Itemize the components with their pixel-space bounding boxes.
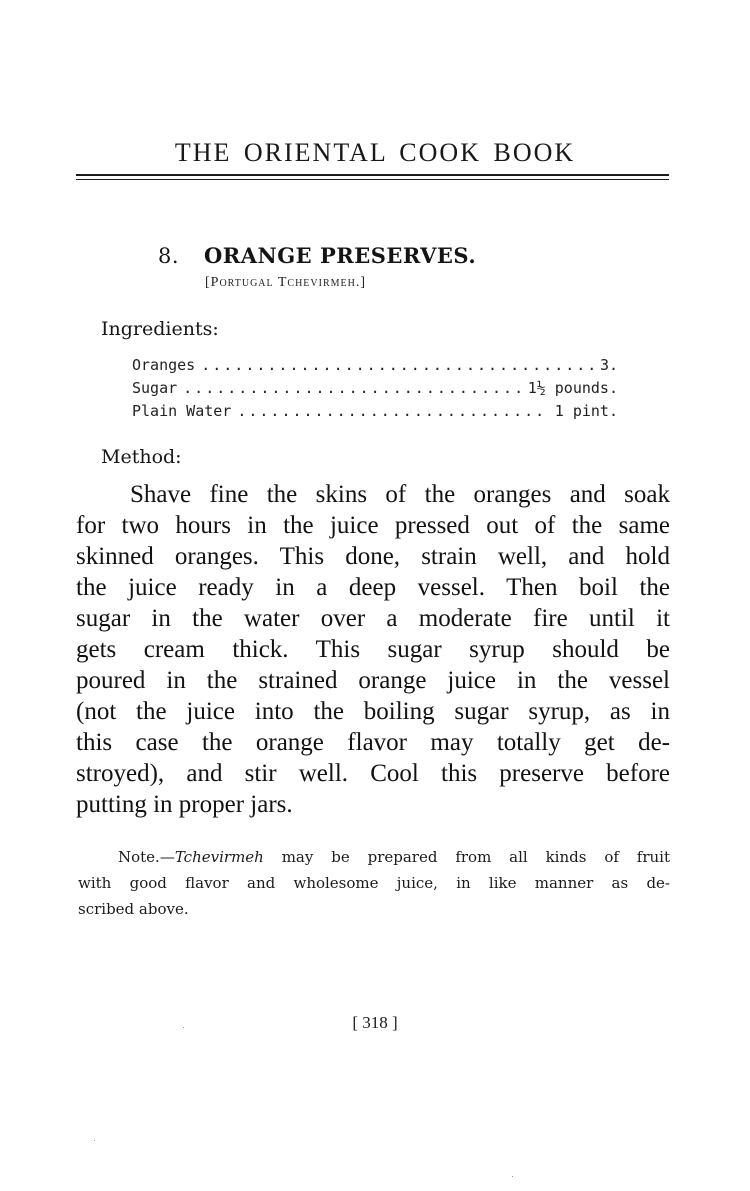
recipe-heading xyxy=(158,243,476,268)
note-line: with good flavor and wholesome juice, in like manner as de- xyxy=(78,874,670,892)
method-line: sugar in the water over a moderate fire until it xyxy=(76,605,670,632)
ingredient-name: Oranges xyxy=(132,356,196,374)
ingredients-label: Ingredients: xyxy=(101,318,219,340)
ingredient-row xyxy=(132,354,618,377)
page-number: [ 318 ] xyxy=(352,1013,398,1032)
note-text: may be prepared from all kinds of fruit xyxy=(263,848,670,866)
recipe-subtitle: [Portugal Tchevirmeh.] xyxy=(205,275,367,290)
method-line: this case the orange flavor may totally get de- xyxy=(76,729,670,756)
method-line: poured in the strained orange juice in the vessel xyxy=(76,667,670,694)
dot-leader xyxy=(183,377,522,400)
method-line: for two hours in the juice pressed out of the same xyxy=(76,512,670,539)
ingredient-name: Sugar xyxy=(132,379,178,397)
method-label: Method: xyxy=(101,446,182,468)
note-line xyxy=(78,844,670,870)
ingredient-quantity: 1 pint. xyxy=(554,402,618,420)
method-line: skinned oranges. This done, strain well, and hold xyxy=(76,543,670,570)
print-speck xyxy=(94,1140,95,1141)
recipe-number: 8. xyxy=(158,244,180,268)
method-line: putting in proper jars. xyxy=(76,791,293,818)
method-paragraph xyxy=(76,479,670,820)
print-speck xyxy=(183,1027,184,1028)
footnote xyxy=(78,844,670,922)
running-head: THE ORIENTAL COOK BOOK xyxy=(174,138,576,167)
dot-leader xyxy=(237,400,548,423)
ingredient-quantity: 1½ pounds. xyxy=(527,379,618,397)
ingredient-name: Plain Water xyxy=(132,402,232,420)
note-prefix: Note.— xyxy=(118,848,175,866)
method-line: Shave fine the skins of the oranges and soak xyxy=(130,481,670,508)
recipe-title: ORANGE PRESERVES. xyxy=(204,243,477,268)
method-line: the juice ready in a deep vessel. Then boil the xyxy=(76,574,670,601)
ingredient-row xyxy=(132,377,618,400)
ingredient-row xyxy=(132,400,618,423)
header-rule-thin xyxy=(76,179,669,180)
header-rule-thick xyxy=(76,174,669,176)
note-term: Tchevirmeh xyxy=(174,848,264,866)
method-line: gets cream thick. This sugar syrup should be xyxy=(76,636,670,663)
note-line: scribed above. xyxy=(78,900,189,918)
ingredients-list xyxy=(132,354,618,423)
ingredient-quantity: 3. xyxy=(599,356,618,374)
method-line: (not the juice into the boiling sugar syrup, as in xyxy=(76,698,670,725)
method-line: stroyed), and stir well. Cool this preserve before xyxy=(76,760,670,787)
print-speck xyxy=(512,1176,513,1177)
dot-leader xyxy=(201,354,594,377)
